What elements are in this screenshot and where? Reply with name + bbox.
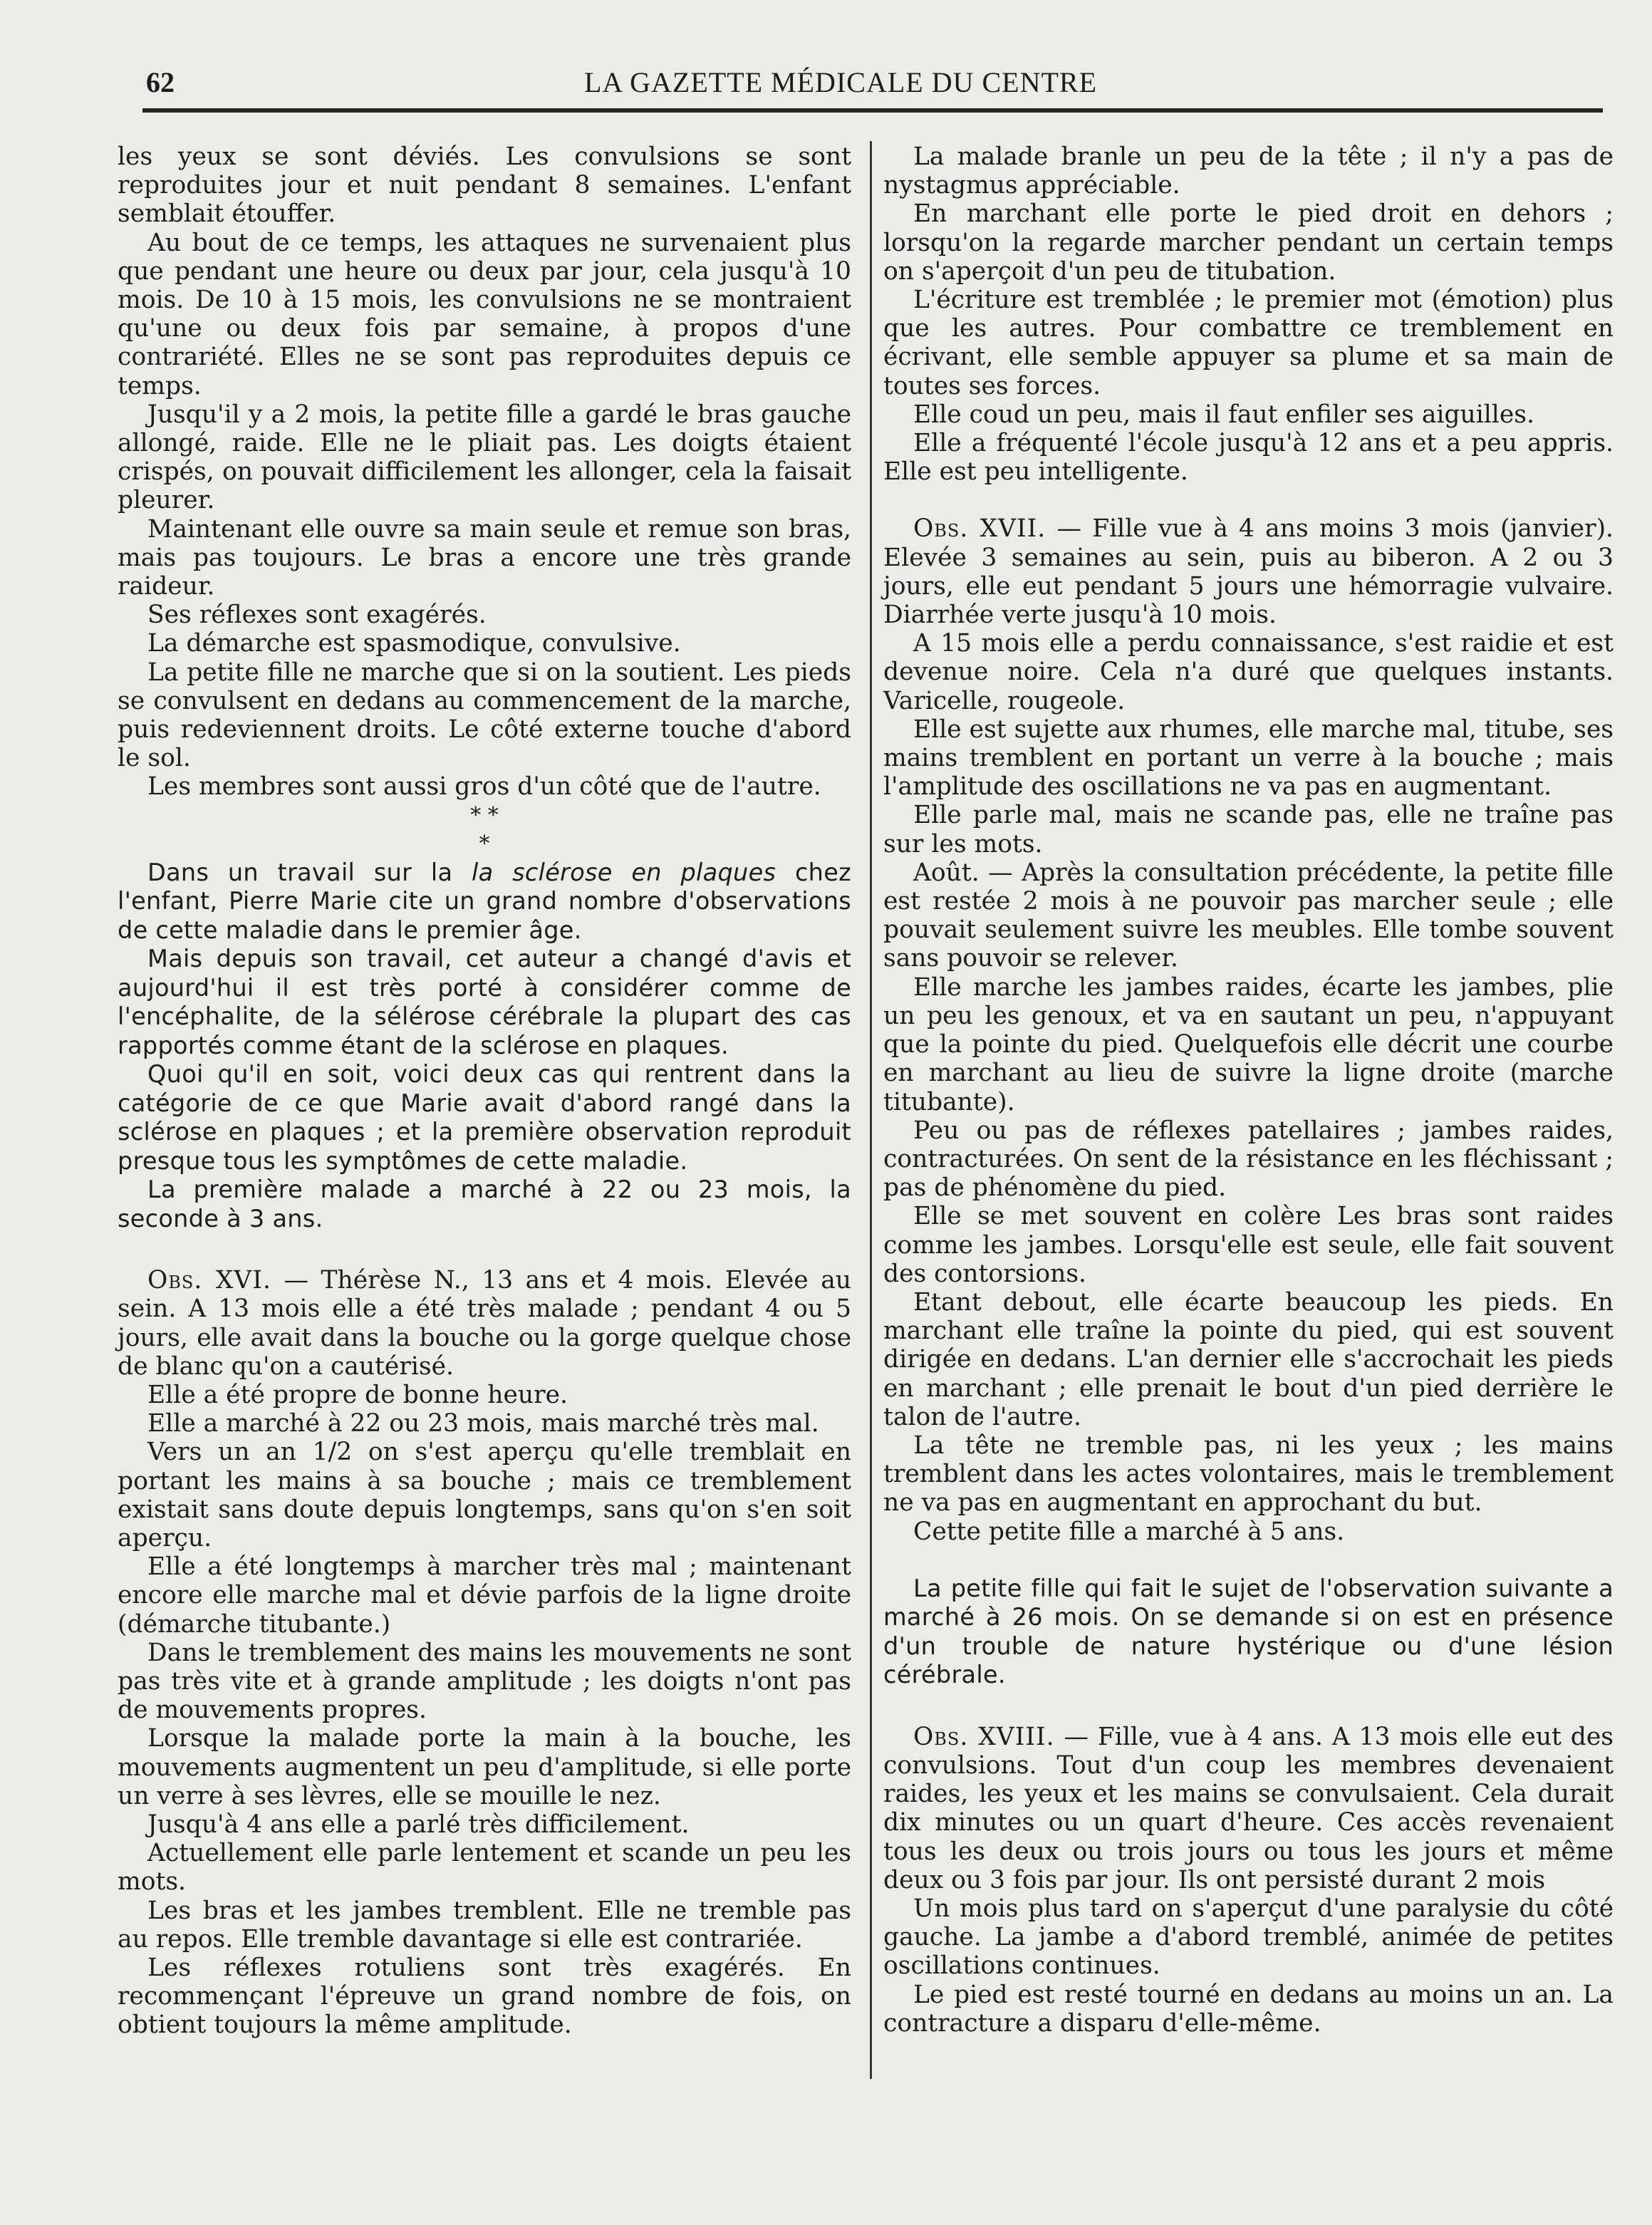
- paragraph: Le pied est resté tourné en dedans au moins un an. La contracture a disparu d'elle-même.: [883, 1980, 1614, 2038]
- paragraph: Août. — Après la consultation précédente, la petite fille est restée 2 mois à ne pouvoir pas marcher seule ; elle pouvait seulement suivre les meubles. Elle tombe souvent sans pouvoir se relever.: [883, 858, 1614, 973]
- paragraph: Cette petite fille a marché à 5 ans.: [913, 1517, 1345, 1546]
- paragraph: Elle a fréquenté l'école jusqu'à 12 ans et a peu appris. Elle est peu intelligente.: [883, 429, 1614, 487]
- paragraph: Les bras et les jambes tremblent. Elle ne tremble pas au repos. Elle tremble davantage si elle est contrariée.: [118, 1896, 851, 1954]
- paragraph: Lorsque la malade porte la main à la bouche, les mouvements augmentent un peu d'amplitude, si elle porte un verre à ses lèvres, elle se mouille le nez.: [118, 1724, 851, 1810]
- text-run: — Fille vue à 4 ans moins 3 mois (janvier). Elevée 3 semaines au sein, puis au biberon. A 2 ou 3 jours, elle eut pendant 5 jours une hémorragie vulvaire. Diarrhée verte jusqu'à 10 mois.: [883, 514, 1614, 630]
- paragraph: La tête ne tremble pas, ni les yeux ; les mains tremblent dans les actes volontaires, mais le tremblement ne va pas en augmentant en approchant du but.: [883, 1431, 1614, 1518]
- paragraph: L'écriture est tremblée ; le premier mot (émotion) plus que les autres. Pour combattre ce tremblement en écrivant, elle semble appuyer sa plume et sa main de toutes ses forces.: [883, 286, 1614, 400]
- header-rule: [142, 108, 1603, 113]
- paragraph: Peu ou pas de réflexes patellaires ; jambes raides, contracturées. On sent de la résistance en les fléchissant ; pas de phénomène du pied.: [883, 1116, 1614, 1203]
- left-column: [118, 142, 851, 2040]
- paragraph: Elle se met souvent en colère Les bras sont raides comme les jambes. Lorsqu'elle est seule, elle fait souvent des contorsions.: [883, 1202, 1614, 1288]
- running-head: LA GAZETTE MÉDICALE DU CENTRE: [584, 66, 1098, 98]
- paragraph: [118, 859, 851, 945]
- observation-label: Obs. XVIII.: [913, 1722, 1055, 1751]
- text-run: Dans un travail sur la: [147, 858, 472, 886]
- paragraph: La petite fille qui fait le sujet de l'observation suivante a marché à 26 mois. On se demande si on est en présence d'un trouble de nature hystérique ou d'une lésion cérébrale.: [883, 1574, 1614, 1689]
- paragraph: Elle a marché à 22 ou 23 mois, mais marché très mal.: [147, 1409, 819, 1438]
- paragraph: En marchant elle porte le pied droit en dehors ; lorsqu'on la regarde marcher pendant un certain temps on s'aperçoit d'un peu de titubation.: [883, 199, 1614, 286]
- paragraph: Les réflexes rotuliens sont très exagérés. En recommençant l'épreuve un grand nombre de fois, on obtient toujours la même amplitude.: [118, 1954, 851, 2040]
- spacer: [883, 486, 1614, 514]
- paragraph: Maintenant elle ouvre sa main seule et remue son bras, mais pas toujours. Le bras a encore une très grande raideur.: [118, 514, 851, 601]
- observation-heading-paragraph: [883, 1723, 1614, 1894]
- paragraph: La petite fille ne marche que si on la soutient. Les pieds se convulsent en dedans au commencement de la marche, puis redeviennent droits. Le côté externe touche d'abord le sol.: [118, 658, 851, 773]
- paragraph: Actuellement elle parle lentement et scande un peu les mots.: [118, 1839, 851, 1897]
- text-run: — Fille, vue à 4 ans. A 13 mois elle eut des convulsions. Tout d'un coup les membres devenaient raides, les yeux et les mains se convulsaient. Cela durait dix minutes ou un quart d'heure. Ces accès revenaient tous les deux ou trois jours ou tous les jours et même deux ou 3 fois par jour. Ils ont persisté durant 2 mois: [883, 1722, 1614, 1894]
- paragraph: Jusqu'à 4 ans elle a parlé très difficilement.: [147, 1810, 690, 1840]
- spacer: [883, 1546, 1614, 1575]
- text-run: chez l'enfant, Pierre Marie cite un grand nombre d'observations de cette maladie dans le premier âge.: [118, 858, 851, 944]
- paragraph: Les membres sont aussi gros d'un côté que de l'autre.: [147, 772, 821, 802]
- observation-label: Obs. XVII.: [913, 514, 1046, 544]
- paragraph: Un mois plus tard on s'aperçut d'une paralysie du côté gauche. La jambe a d'abord tremblé, animée de petites oscillations continues.: [883, 1894, 1614, 1981]
- spacer: [118, 1233, 851, 1266]
- paragraph: Quoi qu'il en soit, voici deux cas qui rentrent dans la catégorie de ce que Marie avait d'abord rangé dans la sclérose en plaques ; et la première observation reproduit presque tous les symptômes de cette maladie.: [118, 1060, 851, 1175]
- observation-heading-paragraph: [883, 514, 1614, 629]
- right-column: [883, 142, 1614, 2038]
- paragraph: Au bout de ce temps, les attaques ne survenaient plus que pendant une heure ou deux par jour, cela jusqu'à 10 mois. De 10 à 15 mois, les convulsions ne se montraient qu'une ou deux fois par semaine, à propos d'une contrariété. Elles ne se sont pas reproduites depuis ce temps.: [118, 228, 851, 400]
- paragraph: Elle coud un peu, mais il faut enfiler ses aiguilles.: [913, 400, 1534, 429]
- paragraph: Etant debout, elle écarte beaucoup les pieds. En marchant elle traîne la pointe du pied, qui est souvent dirigée en dedans. L'an dernier elle s'accrochait les pieds en marchant ; elle prenait le bout d'un pied derrière le talon de l'autre.: [883, 1287, 1614, 1431]
- column-divider: [870, 141, 872, 2079]
- paragraph: La première malade a marché à 22 ou 23 mois, la seconde à 3 ans.: [118, 1176, 851, 1233]
- paragraph: Elle marche les jambes raides, écarte les jambes, plie un peu les genoux, et va en sautant un peu, n'appuyant que la pointe du pied. Quelquefois elle décrit une courbe en marchant au lieu de suivre la ligne droite (marche titubante).: [883, 973, 1614, 1116]
- spacer: [883, 1690, 1614, 1723]
- paragraph: Elle a été longtemps à marcher très mal ; maintenant encore elle marche mal et dévie parfois de la ligne droite (démarche titubante.): [118, 1552, 851, 1639]
- paragraph: Elle est sujette aux rhumes, elle marche mal, titube, ses mains tremblent en portant un verre à la bouche ; mais l'amplitude des oscillations ne va pas en augmentant.: [883, 715, 1614, 802]
- paragraph: Dans le tremblement des mains les mouvements ne sont pas très vite et à grande amplitude ; les doigts n'ont pas de mouvements propres.: [118, 1638, 851, 1725]
- paragraph: La malade branle un peu de la tête ; il n'y a pas de nystagmus appréciable.: [883, 142, 1614, 200]
- paragraph: Elle a été propre de bonne heure.: [147, 1380, 568, 1409]
- paragraph: Jusqu'il y a 2 mois, la petite fille a gardé le bras gauche allongé, raide. Elle ne le pliait pas. Les doigts étaient crispés, on pouvait difficilement les allonger, cela la faisait pleurer.: [118, 400, 851, 515]
- section-asterism: * * *: [470, 802, 499, 856]
- observation-label: Obs. XVI.: [147, 1266, 271, 1295]
- paragraph: Vers un an 1/2 on s'est aperçu qu'elle tremblait en portant les mains à sa bouche ; mais ce tremblement existait sans doute depuis longtemps, sans qu'on s'en soit aperçu.: [118, 1438, 851, 1552]
- paragraph: Ses réflexes sont exagérés.: [147, 601, 487, 630]
- paragraph: Elle parle mal, mais ne scande pas, elle ne traîne pas sur les mots.: [883, 801, 1614, 859]
- paragraph: les yeux se sont déviés. Les convulsions se sont reproduites jour et nuit pendant 8 semaines. L'enfant semblait étouffer.: [118, 142, 851, 229]
- paragraph: La démarche est spasmodique, convulsive.: [147, 629, 681, 658]
- italic-title: la sclérose en plaques: [472, 858, 776, 886]
- page-number: 62: [146, 66, 175, 98]
- paragraph: Mais depuis son travail, cet auteur a changé d'avis et aujourd'hui il est très porté à considérer comme de l'encéphalite, de la sélérose cérébrale la plupart des cas rapportés comme étant de la sclérose en plaques.: [118, 945, 851, 1059]
- observation-heading-paragraph: [118, 1266, 851, 1381]
- paragraph: A 15 mois elle a perdu connaissance, s'est raidie et est devenue noire. Cela n'a duré que quelques instants. Varicelle, rougeole.: [883, 629, 1614, 715]
- text-run: — Thérèse N., 13 ans et 4 mois. Elevée au sein. A 13 mois elle a été très malade ; pendant 4 ou 5 jours, elle avait dans la bouche ou la gorge quelque chose de blanc qu'on a cautérisé.: [118, 1266, 851, 1381]
